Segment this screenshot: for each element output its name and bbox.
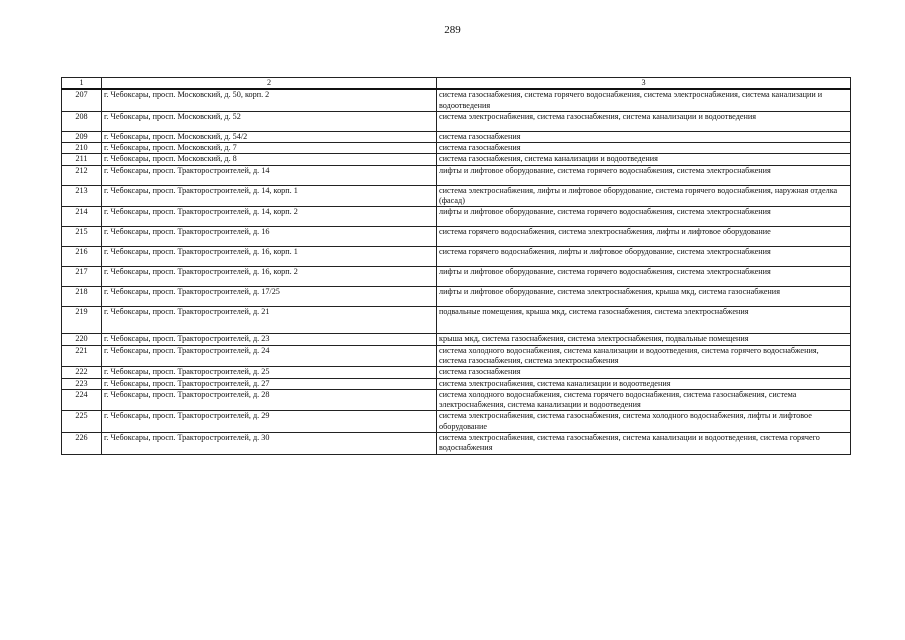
table-row — [62, 307, 851, 334]
address-cell: г. Чебоксары, просп. Тракторостроителей, д. 16, корп. 1 — [102, 247, 437, 267]
column-header-2: 2 — [102, 78, 437, 90]
row-number-cell: 225 — [62, 411, 102, 433]
row-number-cell: 210 — [62, 143, 102, 154]
row-number-cell: 221 — [62, 345, 102, 367]
page-number: 289 — [444, 24, 461, 36]
row-number-cell: 213 — [62, 185, 102, 207]
column-header-1: 1 — [62, 78, 102, 90]
systems-cell: крыша мкд, система газоснабжения, система электроснабжения, подвальные помещения — [437, 334, 851, 345]
address-cell: г. Чебоксары, просп. Тракторостроителей, д. 16 — [102, 227, 437, 247]
systems-cell: система газоснабжения, система горячего водоснабжения, система электроснабжения, система канализации и водоотведения — [437, 89, 851, 111]
table-row — [62, 89, 851, 111]
address-cell: г. Чебоксары, просп. Московский, д. 50, корп. 2 — [102, 89, 437, 111]
table-row — [62, 247, 851, 267]
row-number-cell: 222 — [62, 367, 102, 378]
table-row — [62, 389, 851, 411]
address-cell: г. Чебоксары, просп. Тракторостроителей, д. 17/25 — [102, 287, 437, 307]
row-number-cell: 212 — [62, 165, 102, 185]
address-cell: г. Чебоксары, просп. Тракторостроителей, д. 27 — [102, 378, 437, 389]
row-number-cell: 217 — [62, 267, 102, 287]
table-row — [62, 345, 851, 367]
table-row — [62, 185, 851, 207]
address-cell: г. Чебоксары, просп. Тракторостроителей, д. 25 — [102, 367, 437, 378]
systems-cell: лифты и лифтовое оборудование, система горячего водоснабжения, система электроснабжения — [437, 267, 851, 287]
address-cell: г. Чебоксары, просп. Московский, д. 7 — [102, 143, 437, 154]
systems-cell: система электроснабжения, система газоснабжения, система холодного водоснабжения, лифты и лифтовое оборудование — [437, 411, 851, 433]
systems-cell: система газоснабжения — [437, 131, 851, 142]
address-cell: г. Чебоксары, просп. Московский, д. 52 — [102, 111, 437, 131]
systems-cell: лифты и лифтовое оборудование, система горячего водоснабжения, система электроснабжения — [437, 207, 851, 227]
systems-cell: система электроснабжения, система канализации и водоотведения — [437, 378, 851, 389]
address-cell: г. Чебоксары, просп. Московский, д. 54/2 — [102, 131, 437, 142]
address-cell: г. Чебоксары, просп. Тракторостроителей, д. 14 — [102, 165, 437, 185]
row-number-cell: 208 — [62, 111, 102, 131]
row-number-cell: 219 — [62, 307, 102, 334]
systems-cell: лифты и лифтовое оборудование, система горячего водоснабжения, система электроснабжения — [437, 165, 851, 185]
address-cell: г. Чебоксары, просп. Тракторостроителей, д. 16, корп. 2 — [102, 267, 437, 287]
systems-cell: система электроснабжения, система газоснабжения, система канализации и водоотведения, система горячего водоснабжения — [437, 433, 851, 455]
table-row — [62, 111, 851, 131]
address-cell: г. Чебоксары, просп. Тракторостроителей, д. 30 — [102, 433, 437, 455]
table-row — [62, 433, 851, 455]
systems-cell: подвальные помещения, крыша мкд, система газоснабжения, система электроснабжения — [437, 307, 851, 334]
address-cell: г. Чебоксары, просп. Тракторостроителей, д. 28 — [102, 389, 437, 411]
systems-cell: система электроснабжения, система газоснабжения, система канализации и водоотведения — [437, 111, 851, 131]
address-cell: г. Чебоксары, просп. Московский, д. 8 — [102, 154, 437, 165]
table-row — [62, 154, 851, 165]
systems-cell: система газоснабжения — [437, 367, 851, 378]
table-row — [62, 378, 851, 389]
systems-cell: лифты и лифтовое оборудование, система электроснабжения, крыша мкд, система газоснабжения — [437, 287, 851, 307]
row-number-cell: 211 — [62, 154, 102, 165]
address-cell: г. Чебоксары, просп. Тракторостроителей, д. 23 — [102, 334, 437, 345]
table-row — [62, 367, 851, 378]
table-row — [62, 227, 851, 247]
row-number-cell: 218 — [62, 287, 102, 307]
table-row — [62, 143, 851, 154]
objects-table — [61, 77, 851, 455]
systems-cell: система холодного водоснабжения, система горячего водоснабжения, система газоснабжения, система электроснабжения, система канализации и водоотведения — [437, 389, 851, 411]
row-number-cell: 220 — [62, 334, 102, 345]
row-number-cell: 224 — [62, 389, 102, 411]
systems-cell: система газоснабжения — [437, 143, 851, 154]
column-header-3: 3 — [437, 78, 851, 90]
table-row — [62, 334, 851, 345]
address-cell: г. Чебоксары, просп. Тракторостроителей, д. 21 — [102, 307, 437, 334]
table-row — [62, 411, 851, 433]
systems-cell: система газоснабжения, система канализации и водоотведения — [437, 154, 851, 165]
address-cell: г. Чебоксары, просп. Тракторостроителей, д. 24 — [102, 345, 437, 367]
address-cell: г. Чебоксары, просп. Тракторостроителей, д. 14, корп. 1 — [102, 185, 437, 207]
table-row — [62, 287, 851, 307]
table-body — [62, 89, 851, 454]
systems-cell: система горячего водоснабжения, лифты и лифтовое оборудование, система электроснабжения — [437, 247, 851, 267]
row-number-cell: 215 — [62, 227, 102, 247]
table-row — [62, 165, 851, 185]
row-number-cell: 223 — [62, 378, 102, 389]
row-number-cell: 226 — [62, 433, 102, 455]
row-number-cell: 209 — [62, 131, 102, 142]
row-number-cell: 207 — [62, 89, 102, 111]
systems-cell: система горячего водоснабжения, система электроснабжения, лифты и лифтовое оборудование — [437, 227, 851, 247]
table-row — [62, 131, 851, 142]
table-row — [62, 207, 851, 227]
row-number-cell: 216 — [62, 247, 102, 267]
address-cell: г. Чебоксары, просп. Тракторостроителей, д. 14, корп. 2 — [102, 207, 437, 227]
systems-cell: система электроснабжения, лифты и лифтовое оборудование, система горячего водоснабжения, наружная отделка (фасад) — [437, 185, 851, 207]
systems-cell: система холодного водоснабжения, система канализации и водоотведения, система горячего водоснабжения, система газоснабжения, система электроснабжения — [437, 345, 851, 367]
row-number-cell: 214 — [62, 207, 102, 227]
address-cell: г. Чебоксары, просп. Тракторостроителей, д. 29 — [102, 411, 437, 433]
table-header — [62, 78, 851, 90]
table-row — [62, 267, 851, 287]
header-row — [62, 78, 851, 90]
